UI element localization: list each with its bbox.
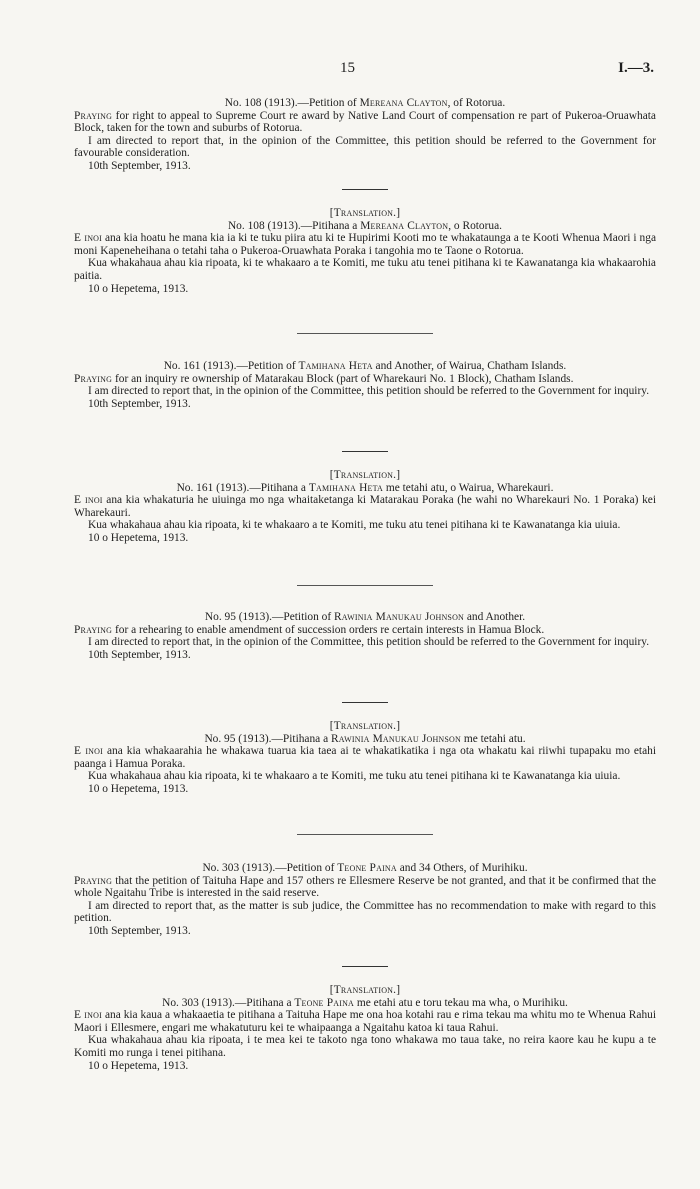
petition-title: No. 108 (1913).—Petition of Mereana Clayton, of Rotorua. bbox=[224, 97, 506, 109]
committee-report: I am directed to report that, in the opinion of the Committee, this petition should be referred to the Government for inquiry. bbox=[88, 636, 650, 649]
committee-report: I am directed to report that, as the matter is sub judice, the Committee has no recommendation to make with regard to this petition. bbox=[74, 899, 656, 925]
petition-title: No. 303 (1913).—Petition of Teone Paina and 34 Others, of Murihiku. bbox=[202, 862, 528, 874]
report-date: 10th September, 1913. bbox=[88, 159, 191, 172]
translation-report: Kua whakahaua ahau kia ripoata, ki te whakaaro a te Komiti, me tuku atu tenei pitihana ki te Kawanatanga kia uiuia. bbox=[88, 519, 621, 532]
petition-section bbox=[74, 360, 656, 410]
translation-prayer: E inoi ana kia whakaturia he uiuinga mo nga whaitaketanga ki Matarakau Poraka (he wahi no Wharekauri No. 1 Poraka) kei Wharekauri. bbox=[74, 494, 657, 519]
petition-section bbox=[74, 862, 656, 938]
translation-prayer: E inoi ana kia hoatu he mana kia ia ki te tuku piira atu ki te Hupirimi Kooti mo te whakataunga a te Kooti Whenua Maori i nga moni Kapeneheihana o tetahi taha o Pukeroa-Oruawhata Poraka i tangohia mo te Taone o Rotorua. bbox=[74, 232, 657, 257]
translation-report: Kua whakahaua ahau kia ripoata, ki te whakaaro a te Komiti, me tuku atu tenei pitihana ki te Kawanatanga kia uiuia. bbox=[88, 770, 621, 783]
translation-report: Kua whakahaua ahau kia ripoata, i te mea kei te takoto nga tono whakawa mo taua take, no reira kaore kau he kupu a te Komiti mo runga i tenei pitihana. bbox=[74, 1034, 656, 1059]
translation-date: 10 o Hepetema, 1913. bbox=[88, 531, 189, 544]
translation-date: 10 o Hepetema, 1913. bbox=[88, 1059, 189, 1072]
page-header bbox=[74, 62, 656, 80]
petition-section bbox=[74, 97, 656, 173]
translation-label: [Translation.] bbox=[329, 207, 401, 219]
committee-report: I am directed to report that, in the opinion of the Committee, this petition should be referred to the Government for inquiry. bbox=[88, 385, 650, 398]
petition-prayer: Praying for right to appeal to Supreme Court re award by Native Land Court of compensation re part of Pukeroa-Oruawhata Block, taken for the town and suburbs of Rotorua. bbox=[74, 109, 656, 135]
section-divider bbox=[342, 189, 388, 190]
petition-divider bbox=[297, 834, 433, 835]
petition-divider bbox=[297, 585, 433, 586]
petition-divider bbox=[297, 333, 433, 334]
translation-date: 10 o Hepetema, 1913. bbox=[88, 782, 189, 795]
petition-prayer: Praying for an inquiry re ownership of Matarakau Block (part of Wharekauri No. 1 Block), Chatham Islands. bbox=[74, 372, 574, 385]
petition-title: No. 95 (1913).—Petition of Rawinia Manukau Johnson and Another. bbox=[204, 611, 526, 623]
translation-title: No. 161 (1913).—Pitihana a Tamihana Heta me tetahi atu, o Wairua, Wharekauri. bbox=[176, 481, 554, 494]
series-number: I.—3. bbox=[618, 60, 654, 76]
translation-label: [Translation.] bbox=[329, 469, 401, 481]
report-date: 10th September, 1913. bbox=[88, 397, 191, 410]
translation-prayer: E inoi ana kia kaua a whakaaetia te pitihana a Taituha Hape me ona hoa kotahi rau e rima tekau ma whitu mo te Whenua Rahui Maori i Ellesmere, engari me whakatuturu kei te whaipaanga a Ngaitahu katoa ki taua Rahui. bbox=[74, 1009, 656, 1034]
translation-title: No. 303 (1913).—Pitihana a Teone Paina me etahi atu e toru tekau ma wha, o Murihiku. bbox=[162, 996, 568, 1009]
petition-prayer: Praying that the petition of Taituha Hape and 157 others re Ellesmere Reserve be not granted, and that it be confirmed that the whole Ngaitahu Tribe is interested in the said reserve. bbox=[74, 874, 656, 900]
translation-label: [Translation.] bbox=[329, 720, 401, 732]
translation-report: Kua whakahaua ahau kia ripoata, ki te whakaaro a te Komiti, me tuku atu tenei pitihana ki te Kawanatanga kia whakaarohia paitia. bbox=[74, 257, 656, 282]
report-date: 10th September, 1913. bbox=[88, 924, 191, 937]
translation-title: No. 108 (1913).—Pitihana a Mereana Clayton, o Rotorua. bbox=[227, 219, 503, 232]
translation-title: No. 95 (1913).—Pitihana a Rawinia Manukau Johnson me tetahi atu. bbox=[204, 732, 526, 745]
section-divider bbox=[342, 451, 388, 452]
translation-section bbox=[74, 984, 656, 1072]
translation-prayer: E inoi ana kia whakaarahia he whakawa tuarua kia taea ai te whakatikatika i nga ota whakatu kai riiwhi tupapaku mo etahi paanga i Hamua Poraka. bbox=[74, 745, 656, 770]
translation-section bbox=[74, 720, 656, 796]
translation-label: [Translation.] bbox=[329, 984, 401, 996]
petition-title: No. 161 (1913).—Petition of Tamihana Heta and Another, of Wairua, Chatham Islands. bbox=[163, 360, 567, 372]
petition-prayer: Praying for a rehearing to enable amendment of succession orders re certain interests in Hamua Block. bbox=[74, 623, 545, 636]
translation-section bbox=[74, 207, 656, 295]
section-divider bbox=[342, 702, 388, 703]
translation-date: 10 o Hepetema, 1913. bbox=[88, 282, 189, 295]
translation-section bbox=[74, 469, 656, 545]
committee-report: I am directed to report that, in the opinion of the Committee, this petition should be referred to the Government for favourable consideration. bbox=[74, 134, 656, 160]
page-number: 15 bbox=[340, 60, 355, 76]
section-divider bbox=[342, 966, 388, 967]
petition-section bbox=[74, 611, 656, 661]
report-date: 10th September, 1913. bbox=[88, 648, 191, 661]
